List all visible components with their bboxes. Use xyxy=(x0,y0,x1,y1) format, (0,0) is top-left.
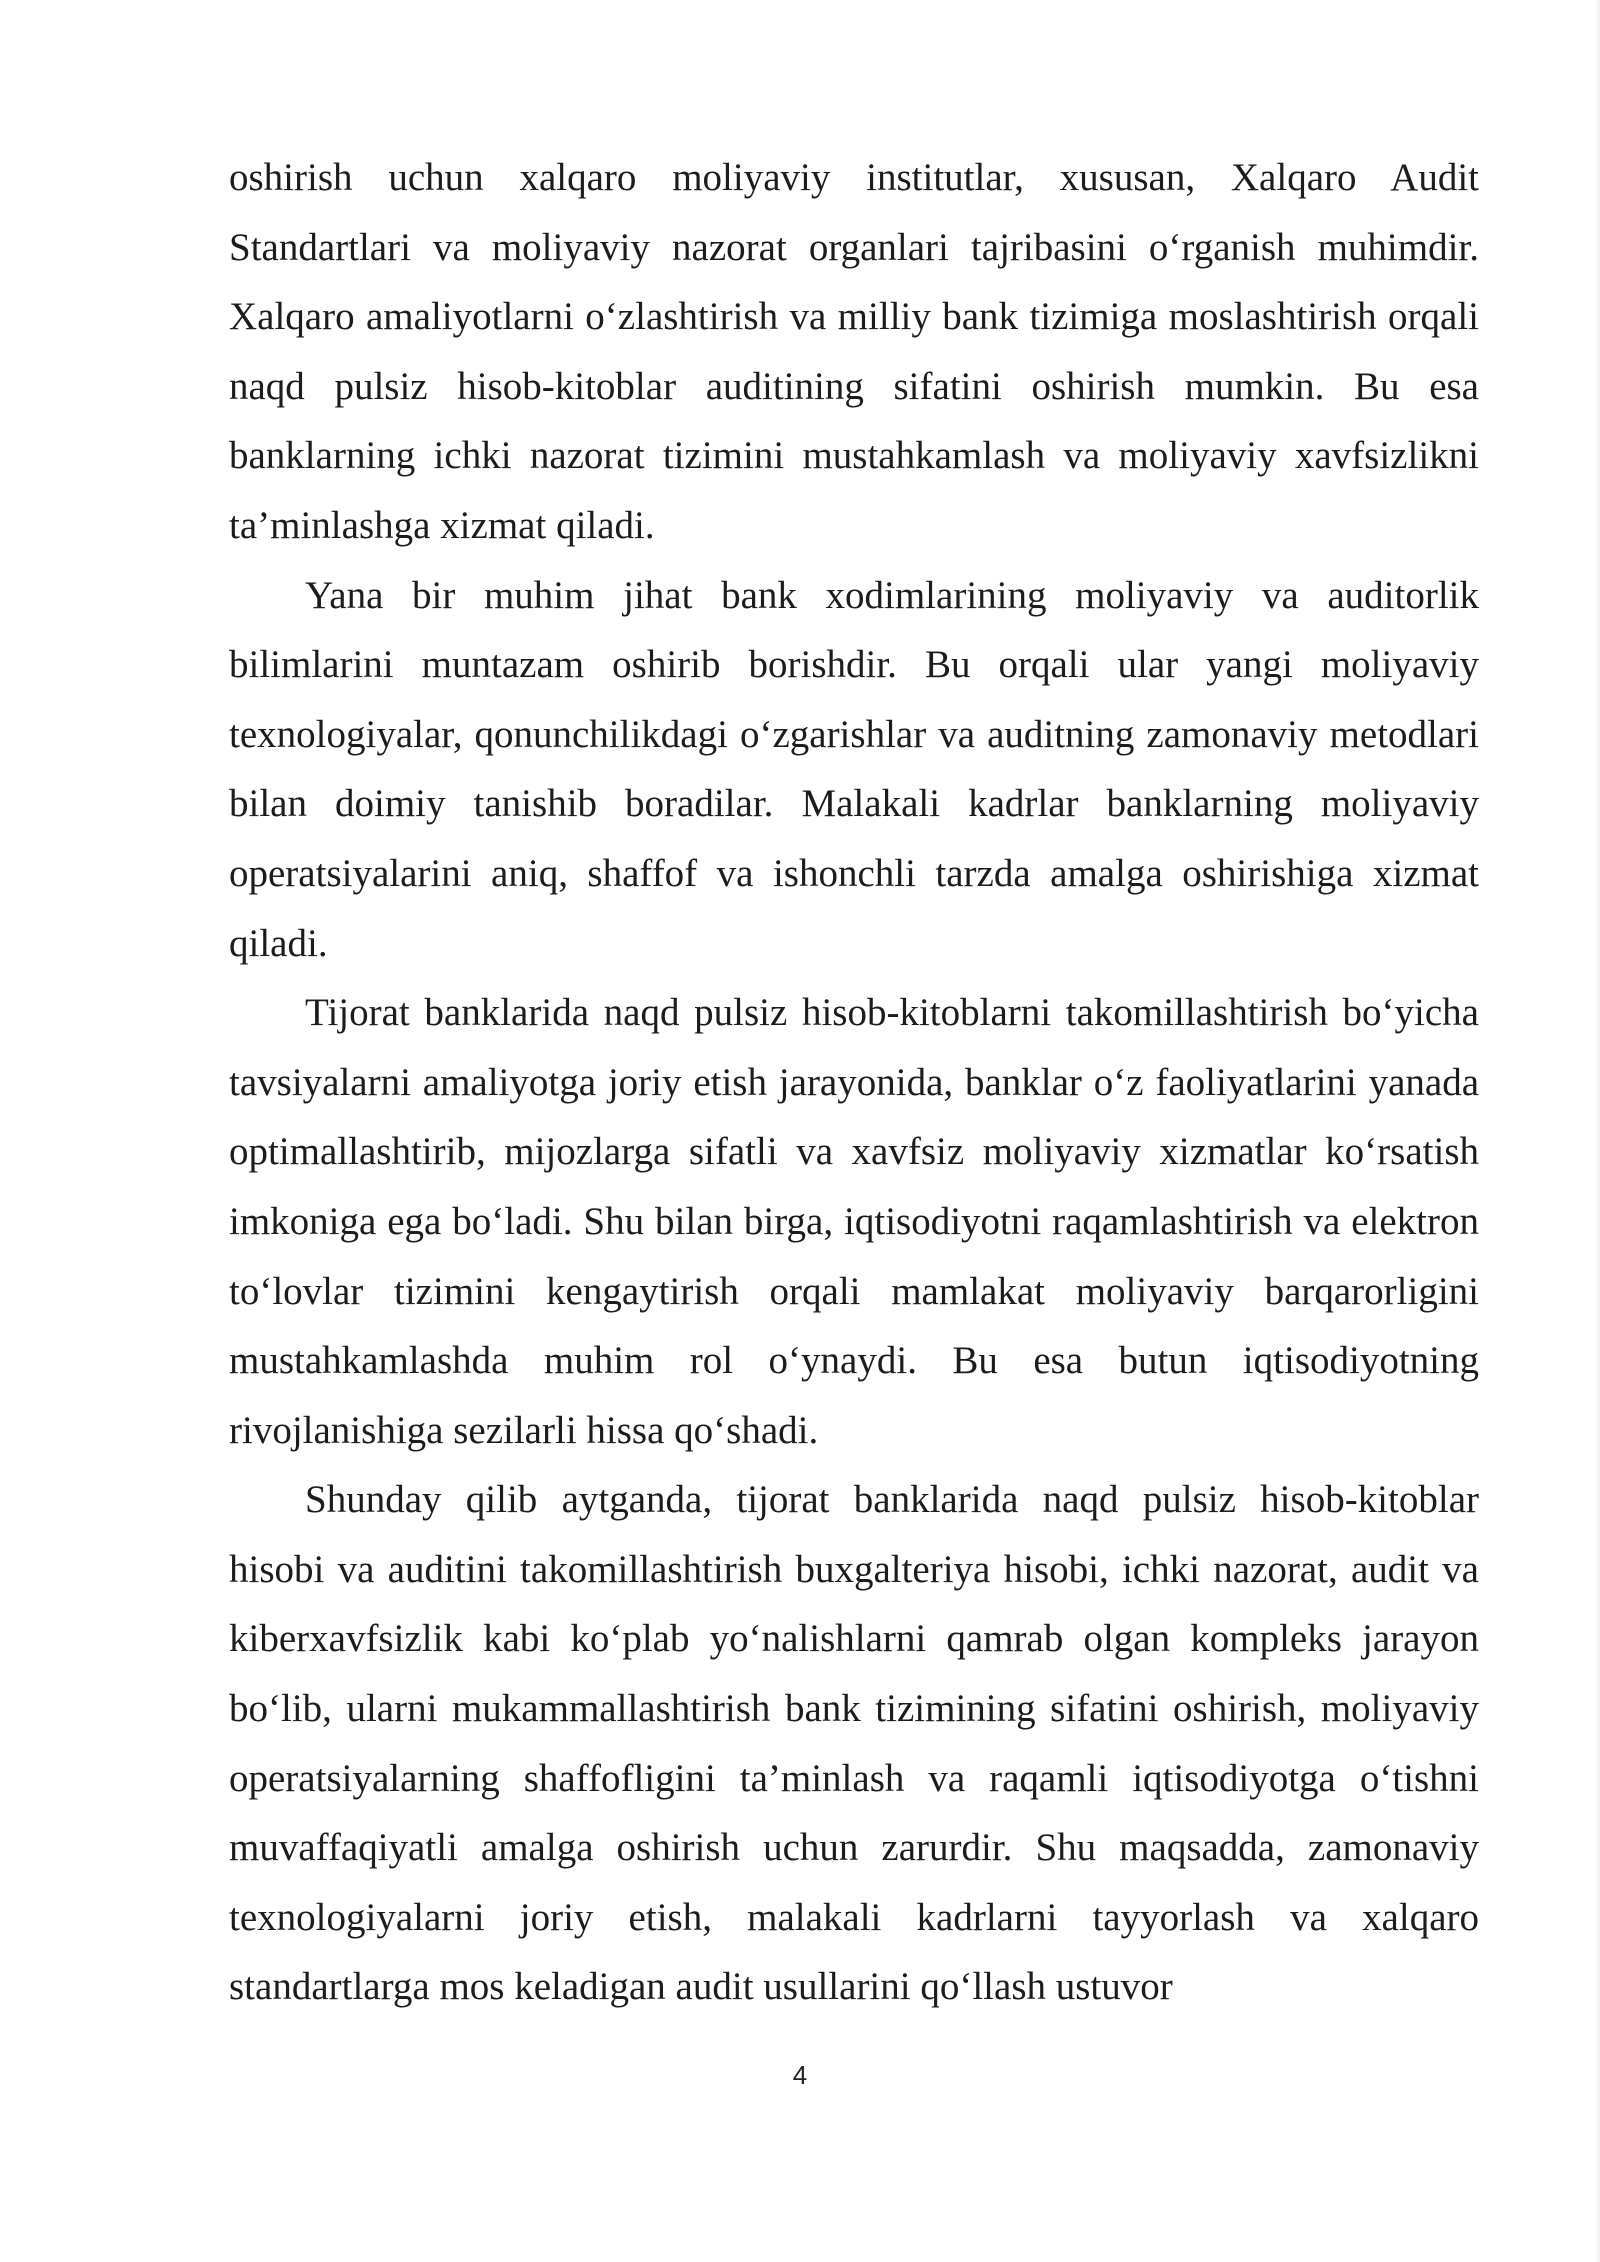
paragraph-staff-training: Yana bir muhim jihat bank xodimlarining moliyaviy va auditorlik bilimlarini muntazam oshirib borishdir. Bu orqali ular yangi moliyaviy texnologiyalar, qonunchilikdagi o‘zgarishlar va auditning zamonaviy metodlari bilan doimiy tanishib boradilar. Malakali kadrlar banklarning moliyaviy operatsiyalarini aniq, shaffof va ishonchli tarzda amalga oshirishiga xizmat qiladi. xyxy=(229,573,1479,965)
paragraph-continuation: oshirish uchun xalqaro moliyaviy institutlar, xususan, Xalqaro Audit Standartlari va moliyaviy nazorat organlari tajribasini o‘rganish muhimdir. Xalqaro amaliyotlarni o‘zlashtirish va milliy bank tizimiga moslashtirish orqali naqd pulsiz hisob-kitoblar auditining sifatini oshirish mumkin. Bu esa banklarning ichki nazorat tizimini mustahkamlash va moliyaviy xavfsizlikni ta’minlashga xizmat qiladi. xyxy=(229,156,1479,547)
paragraph-conclusion: Shunday qilib aytganda, tijorat banklarida naqd pulsiz hisob-kitoblar hisobi va auditini takomillashtirish buxgalteriya hisobi, ichki nazorat, audit va kiberxavfsizlik kabi ko‘plab yo‘nalishlarni qamrab olgan kompleks jarayon bo‘lib, ularni mukammallashtirish bank tizimining sifatini oshirish, moliyaviy operatsiyalarning shaffofligini ta’minlash va raqamli iqtisodiyotga o‘tishni muvaffaqiyatli amalga oshirish uchun zarurdir. Shu maqsadda, zamonaviy texnologiyalarni joriy etish, malakali kadrlarni tayyorlash va xalqaro standartlarga mos keladigan audit usullarini qo‘llash ustuvor xyxy=(229,1478,1479,2009)
page-number: 4 xyxy=(792,2060,808,2090)
page-edge-shadow xyxy=(1594,0,1600,2262)
document-body xyxy=(229,143,1479,2022)
paragraph-recommendations: Tijorat banklarida naqd pulsiz hisob-kitoblarni takomillashtirish bo‘yicha tavsiyalarni amaliyotga joriy etish jarayonida, banklar o‘z faoliyatlarini yanada optimallashtirib, mijozlarga sifatli va xavfsiz moliyaviy xizmatlar ko‘rsatish imkoniga ega bo‘ladi. Shu bilan birga, iqtisodiyotni raqamlashtirish va elektron to‘lovlar tizimini kengaytirish orqali mamlakat moliyaviy barqarorligini mustahkamlashda muhim rol o‘ynaydi. Bu esa butun iqtisodiyotning rivojlanishiga sezilarli hissa qo‘shadi. xyxy=(229,991,1479,1452)
